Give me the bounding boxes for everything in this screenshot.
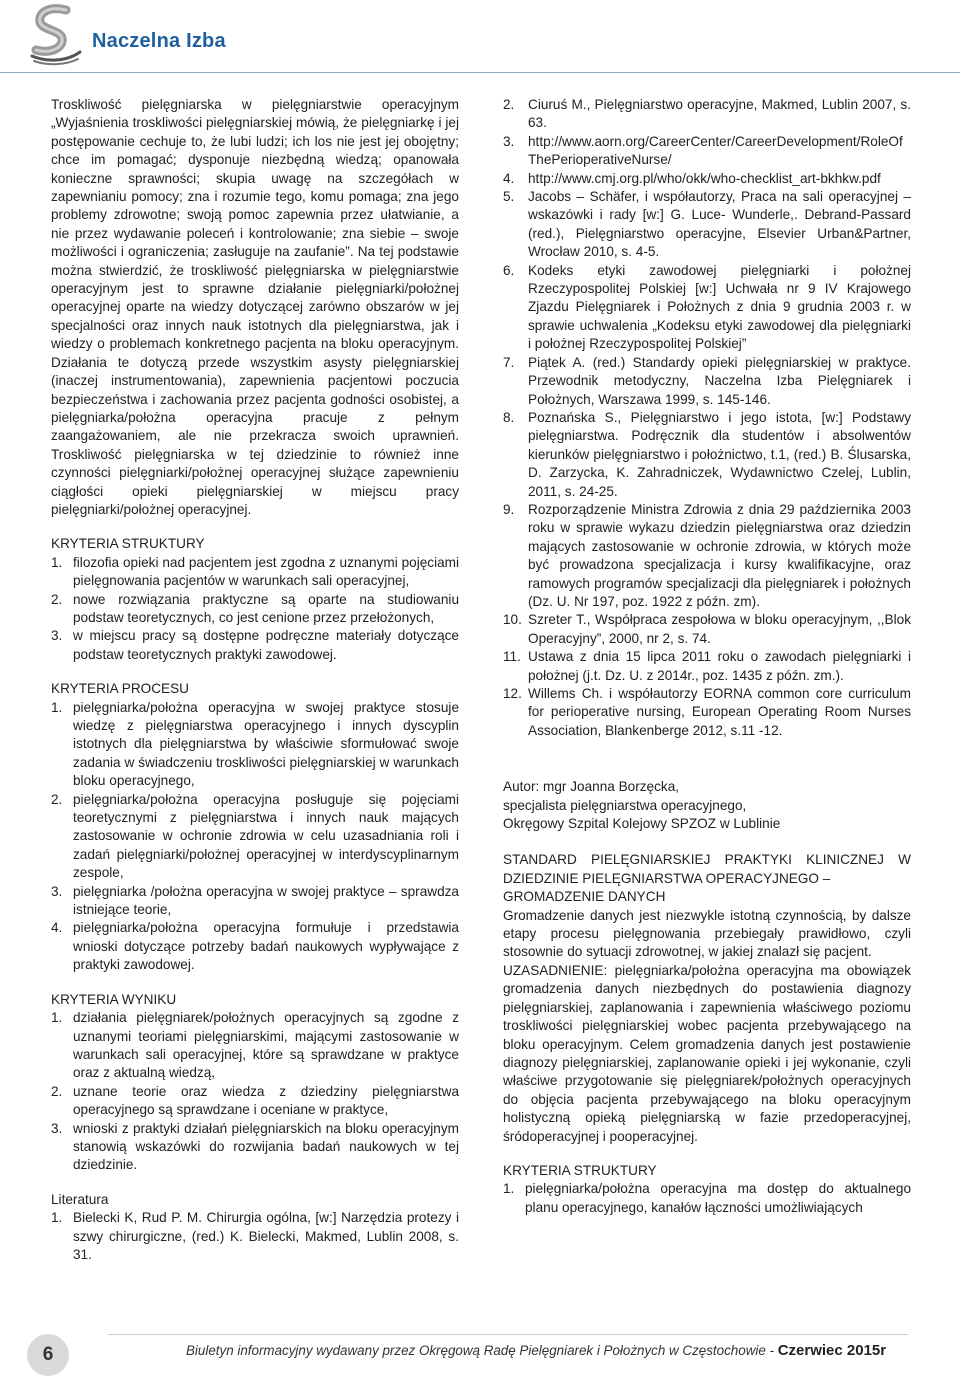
item-text: wnioski z praktyki działań pielęgniarskich na bloku operacyjnym stanowią wskazówki do rozwijania badań naukowych w tej dziedzinie.: [73, 1120, 459, 1173]
reference-item: [503, 170, 911, 188]
page-number-badge: [27, 1334, 69, 1376]
s-logo-icon: [26, 4, 84, 66]
reference-item: [503, 409, 911, 501]
footer-issue: Czerwiec 2015r: [777, 1342, 887, 1359]
item-text: Ciuruś M., Pielęgniarstwo operacyjne, Makmed, Lublin 2007, s. 63.: [528, 97, 911, 131]
item-number: 8.: [503, 409, 515, 425]
item-text: nowe rozwiązania praktyczne są oparte na studiowaniu podstaw teoretycznych, co jest cenione przez przełożonych,: [73, 591, 459, 625]
item-number: 4.: [503, 170, 515, 186]
standard-title-block: [503, 851, 911, 906]
item-number: 11.: [503, 649, 521, 665]
item-number: 10.: [503, 612, 522, 628]
item-text: Rozporządzenie Ministra Zdrowia z dnia 29 października 2003 roku w sprawie wykazu dziedzin pielęgniarstwa oraz dziedzin mających zastosowanie w ochronie zdrowia, w których może być prowadzona specjalizacja i kursy kwalifikacyjne, oraz ramowych programów specjalizacji dla pielęgniarek i położnych (Dz. U. Nr 197, poz. 1922 z późn. zm).: [528, 501, 911, 609]
section-result: [51, 991, 459, 1175]
reference-list: [51, 1209, 459, 1264]
item-number: 2.: [503, 97, 515, 112]
page-footer: [0, 1322, 960, 1375]
item-text: filozofia opieki nad pacjentem jest zgodna z uznanymi pojęciami pielęgnowania pacjentów w warunkach sali operacyjnej,: [73, 554, 459, 589]
header-divider: [0, 72, 960, 73]
list-item: [51, 1120, 459, 1175]
reference-item: [503, 501, 911, 611]
footer-publication: Biuletyn informacyjny wydawany przez Okręgową Radę Pielęgniarek i Położnych w Częstochowie -: [186, 1343, 778, 1358]
item-text: Ustawa z dnia 15 lipca 2011 roku o zawodach pielęgniarki i położnej (j.t. Dz. U. z 2014r., poz. 1435 z późn. zm.).: [528, 649, 911, 683]
list-item: [51, 699, 459, 791]
item-text: pielęgniarka/położna operacyjna ma dostęp do aktualnego planu operacyjnego, kanałów łączności umożliwiających: [525, 1181, 911, 1215]
reference-link[interactable]: http://www.aorn.org/CareerCenter/CareerDevelopment/RoleOfThePerioperativeNurse/: [528, 133, 903, 168]
brand-title: Naczelna Izba: [92, 30, 226, 52]
item-number: 1.: [51, 554, 63, 570]
item-text: Kodeks etyki zawodowej pielęgniarki i położnej Rzeczypospolitej Polskiej [w:] Uchwała nr 9 IV Krajowego Zjazdu Pielęgniarek i Położnych z dnia 9 grudnia 2003 r. w sprawie uchwalenia „Kodeksu etyki zawodowej dla pielęgniarki i położnej Rzeczypospolitej Polskiej”: [528, 262, 911, 352]
item-text: Szreter T., Współpraca zespołowa w bloku operacyjnym, ,,Blok Operacyjny”, 2000, nr 2, s. 74.: [528, 612, 911, 646]
list-item: [51, 1083, 459, 1120]
item-text: pielęgniarka/położna operacyjna formułuje i przedstawia wnioski dotyczące potrzeby badań naukowych wypływające z praktyki zawodowej.: [73, 920, 459, 973]
footer-caption: [186, 1342, 886, 1359]
item-number: 3.: [503, 133, 515, 149]
standard-paragraph: Gromadzenie danych jest niezwykle istotną czynnością, by dalsze etapy procesu pielęgnowania przebiegały prawidłowo, czyli stosownie do sytuacji zdrowotnej, w jakiej znalazł się pacjent.: [503, 907, 911, 960]
list-item: [51, 591, 459, 628]
item-number: 2.: [51, 1083, 63, 1099]
justification-paragraph: UZASADNIENIE: pielęgniarka/położna operacyjna ma obowiązek gromadzenia danych niezbędnych do postawienia diagnozy pielęgniarskiej, zaplanowania i zapewnienia właściwego poziomu troskliwości pielęgniarskiej wobec pacjenta przebywającego na bloku operacyjnym. Celem gromadzenia danych jest postawienie diagnozy pielęgniarskiej, zaplanowanie opieki i jej wykonanie, czyli właściwe przygotowanie się pielęgniarek/położnych operacyjnych do objęcia pacjenta przebywającego na bloku operacyjnym holistyczną opieką pielęgniarską w fazie przedoperacyjnej, śródoperacyjnej i pooperacyjnej.: [503, 962, 911, 1144]
item-text: Willems Ch. i współautorzy EORNA common core curriculum for perioperative nursing, European Operating Room Nurses Association, Blankenberge 2012, s.11 -12.: [528, 686, 911, 738]
item-number: 6.: [503, 262, 515, 278]
right-column: [503, 96, 911, 1217]
item-number: 1.: [503, 1181, 515, 1197]
author-name: Autor: mgr Joanna Borzęcka,: [503, 779, 680, 795]
reference-item: [503, 354, 911, 409]
criteria-list: [503, 1180, 911, 1217]
literature-heading: Literatura: [51, 1191, 109, 1207]
list-item: [51, 883, 459, 920]
reference-link[interactable]: http://www.cmj.org.pl/who/okk/who-checklist_art-bkhkw.pdf: [528, 170, 881, 186]
item-number: 1.: [51, 699, 63, 715]
standard-subtitle: GROMADZENIE DANYCH: [503, 889, 666, 905]
reference-item: [503, 685, 911, 740]
item-number: 3.: [51, 628, 63, 644]
item-text: w miejscu pracy są dostępne podręczne materiały dotyczące podstaw teoretycznych praktyki zawodowej.: [73, 628, 459, 662]
reference-item: [503, 188, 911, 262]
left-column: [51, 96, 459, 1264]
item-text: pielęgniarka/położna operacyjna w swojej praktyce stosuje wiedzę z pielęgniarstwa operacyjnego i innych dyscyplin istotnych dla pielęgniarstwa by właściwie sformułować swoje zadania w świadczeniu troskliwości pielęgniarskiej w warunkach bloku operacyjnego,: [73, 699, 459, 789]
standard-title: STANDARD PIELĘGNIARSKIEJ PRAKTYKI KLINICZNEJ W DZIEDZINIE PIELĘGNIARSTWA OPERACYJNEGO –: [503, 852, 911, 886]
item-text: Bielecki K, Rud P. M. Chirurgia ogólna, [w:] Narzędzia protezy i szwy chirurgiczne, (red.) K. Bielecki, Makmed, Lublin 2008, s. 31.: [73, 1210, 459, 1262]
item-text: działania pielęgniarek/położnych operacyjnych są zgodne z uznanymi teoriami pielęgniarskimi, mającymi zastosowanie w warunkach sali operacyjnej, które są sprawdzane w praktyce oraz z aktualną wiedzą,: [73, 1010, 459, 1081]
item-number: 1.: [51, 1210, 63, 1226]
item-number: 5.: [503, 189, 515, 205]
section-heading: KRYTERIA STRUKTURY: [51, 536, 205, 552]
section-literature: [51, 1191, 459, 1265]
reference-item: [503, 133, 911, 170]
item-number: 3.: [51, 883, 63, 899]
item-number: 1.: [51, 1010, 63, 1026]
item-text: Jacobs – Schäfer, i współautorzy, Praca na sali operacyjnej – wskazówki i rady [w:] G. Luce- Wunderle,. Debrand-Passard (red.), Pielęgniarstwo operacyjne, Elsevier Urban&Partner, Wrocław 2010, s. 4-5.: [528, 189, 911, 260]
author-title: specjalista pielęgniarstwa operacyjnego,: [503, 797, 747, 813]
item-text: pielęgniarka /położna operacyjna w swojej praktyce – sprawdza istniejące teorie,: [73, 883, 459, 918]
item-number: 9.: [503, 501, 515, 517]
item-number: 4.: [51, 920, 63, 936]
criteria-list: [51, 699, 459, 975]
section-process: [51, 680, 459, 975]
list-item: [51, 554, 459, 591]
reference-item: [503, 96, 911, 133]
reference-item: [503, 611, 911, 648]
list-item: [51, 627, 459, 664]
section-structure: [51, 535, 459, 664]
item-text: Poznańska S., Pielęgniarstwo i jego istota, [w:] Podstawy pielęgniarstwa. Podręcznik dla studentów i absolwentów kierunków pielęgniarstwo i położnictwo, t.1, (red.) B. Ślusarska, D. Zarzycka, K. Zahradniczek, Wydawnictwo Czelej, Lublin, 2011, s. 24-25.: [528, 409, 911, 499]
reference-item: [51, 1209, 459, 1264]
author-affiliation: Okręgowy Szpital Kolejowy SPZOZ w Lublinie: [503, 816, 781, 832]
reference-list: [503, 96, 911, 740]
section-heading: KRYTERIA PROCESU: [51, 681, 189, 697]
item-number: 3.: [51, 1120, 63, 1136]
reference-item: [503, 262, 911, 354]
intro-paragraph: Troskliwość pielęgniarska w pielęgniarstwie operacyjnym „Wyjaśnienia troskliwości pielęgniarskiej mówią, że pielęgniarkę i jej postępowanie cechuje to, że lubi ludzi; ich los nie jest jej obojętny; chce im pomagać; dysponuje niezbędną wiedzą; opanowała konieczne sprawności; skupia uwagę na szczegółach w zapewnianiu pomocy; zna i rozumie tego, komu pomaga; zna jego problemy zdrowotne; swoją pomoc zapewnia przez ułatwianie, a nie przez wydawanie poleceń i kontrolowanie; zna siebie – swoje możliwości i ograniczenia; zasługuje na zaufanie”. Na tej podstawie można stwierdzić, że troskliwość pielęgniarska w pielęgniarstwie operacyjnym jest to sprawne działanie pielęgniarki/położnej operacyjnej oparte na wiedzy dotyczącej zarówno obszarów w jej specjalności oraz innych nauk istotnych dla pielęgniarstwa, jak i wiedzy o problemach konkretnego pacjenta na bloku operacyjnym. Działania te dotyczą przede wszystkim asysty pielęgniarskiej (inaczej instrumentowania), zapewnienia pacjentowi poczucia bezpieczeństwa i zachowania przez pacjenta godności osobistej, a pielęgniarka/położna operacyjna pracuje z pełnym zaangażowaniem, ale nie przekracza swoich uprawnień. Troskliwość pielęgniarska w tej dziedzinie to również inne czynności pielęgniarki/położnej operacyjnej służące zapewnieniu ciągłości opieki pielęgniarskiej w miejscu pracy pielęgniarki/położnej operacyjnej.: [51, 97, 459, 517]
criteria-list: [51, 1009, 459, 1175]
item-text: uznane teorie oraz wiedza z dziedziny pielęgniarstwa operacyjnego są sprawdzane i oceniane w praktyce,: [73, 1083, 459, 1118]
item-text: Piątek A. (red.) Standardy opieki pielęgniarskiej w praktyce. Przewodnik metodyczny, Naczelna Izba Pielęgniarek i Położnych, Warszawa 1999, s. 145-146.: [528, 354, 911, 407]
list-item: [51, 791, 459, 883]
section-heading: KRYTERIA STRUKTURY: [503, 1162, 657, 1178]
list-item: [503, 1180, 911, 1217]
list-item: [51, 1009, 459, 1083]
list-item: [51, 919, 459, 974]
page-number: 6: [42, 1344, 54, 1365]
item-text: pielęgniarka/położna operacyjna posługuje się pojęciami teoretycznymi z pielęgniarstwa i innych nauk mających zastosowanie w ochronie zdrowia w celu uzasadniania roli i zadań pielęgniarki/położnej operacyjnej w interdyscyplinarnym zespole,: [73, 791, 459, 881]
author-block: [503, 778, 911, 833]
section-heading: KRYTERIA WYNIKU: [51, 991, 177, 1007]
item-number: 2.: [51, 591, 63, 607]
item-number: 2.: [51, 791, 63, 807]
reference-item: [503, 648, 911, 685]
item-number: 12.: [503, 686, 522, 701]
page-header: [0, 0, 960, 80]
item-number: 7.: [503, 354, 515, 370]
footer-divider: [108, 1334, 908, 1335]
criteria-list: [51, 554, 459, 664]
